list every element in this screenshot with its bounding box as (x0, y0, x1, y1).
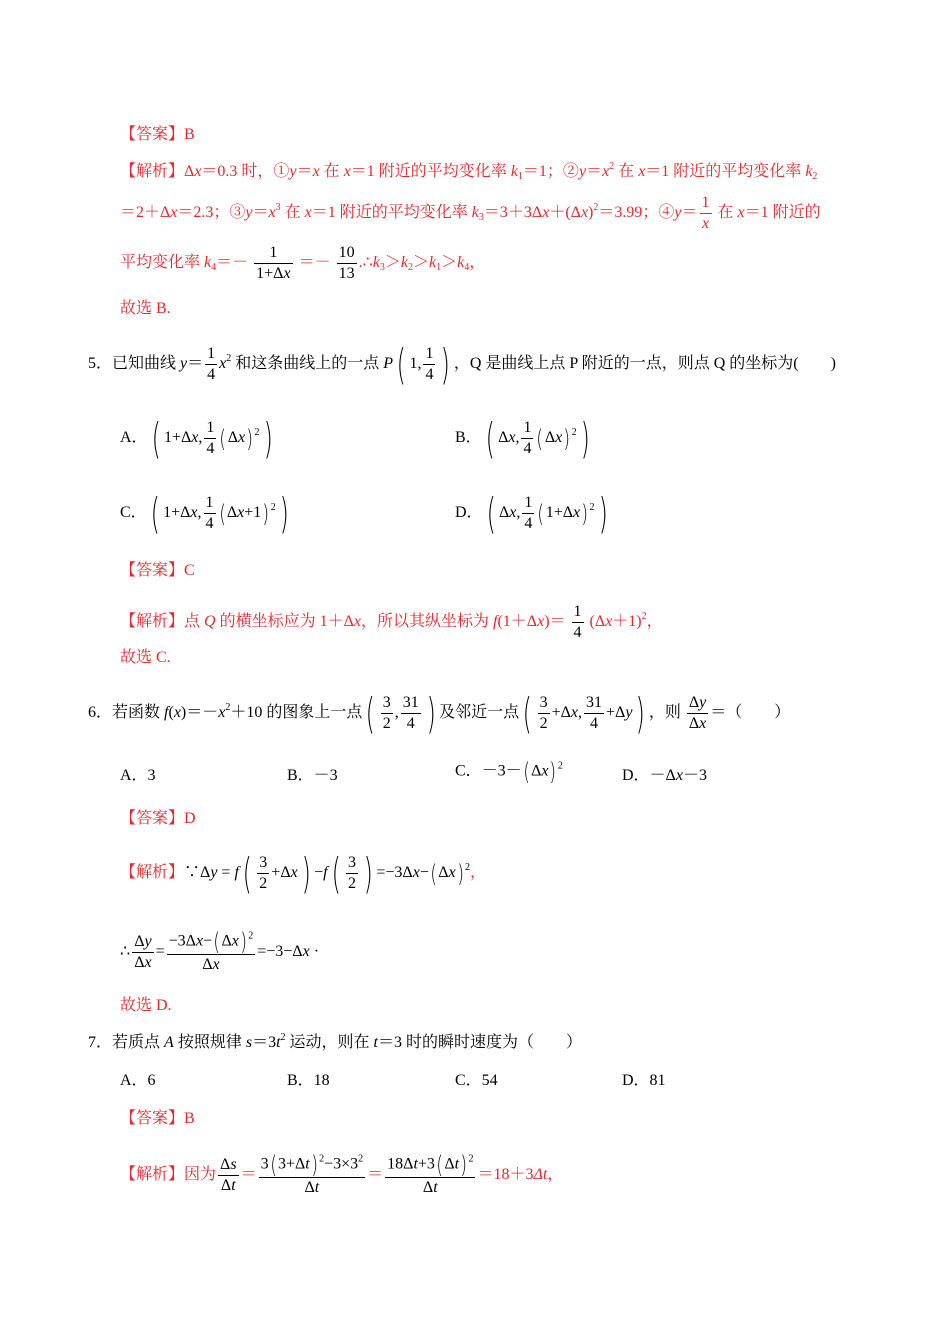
q5-conclusion: 故选 C. (120, 649, 171, 666)
q4-analysis-line2: ＝2＋Δx＝2.3；$③y=x^3$ 在 x＝1 附近的平均变化率 $k_3=3+3\Delta x+(\Delta x)^2=3.99$；④y＝ $\frac{1}{x}$ 在 x＝1 附近的 (120, 194, 821, 232)
q6-option-c[interactable]: C．$-3-(\Delta x)^2$ (455, 758, 563, 786)
q4-conclusion: 故选 B. (120, 300, 171, 317)
q6-conclusion: 故选 D. (120, 997, 172, 1014)
q5-analysis: 【解析】点 Q 的横坐标应为 1＋Δx，所以其纵坐标为 f(1＋Δx)＝ $\frac{1}{4}$ $(\Delta x+1)^2$， (120, 603, 663, 641)
question-number: 7． (88, 1034, 113, 1051)
q7-option-a[interactable]: A．6 (120, 1072, 156, 1089)
q5-option-d[interactable]: D．( Δx, $\frac{1}{4}$ $(1+\Delta x)^2$) (455, 488, 608, 538)
q4-analysis-line3: 平均变化率 $k_4=-$ $\frac{1}{1+\Delta x}$ ＝－ $\frac{10}{13}$ $.\therefore k_3>k_2>k_1>k_4$， (120, 244, 486, 282)
q5-option-c[interactable]: C．( 1+Δx, $\frac{1}{4}$ $(\Delta x+1)^2$) (120, 488, 289, 538)
q7-answer (120, 1108, 195, 1130)
q7-option-c[interactable]: C．54 (455, 1072, 498, 1089)
q6-answer (120, 808, 196, 830)
q5-stem: 5．已知曲线 y＝ $\frac{1}{4}$ $x^2$ 和这条曲线上的一点 P( 1, $\frac{1}{4}$ ) ，Q 是曲线上点 P 附近的一点，则点 Q 的坐标为( ) (88, 339, 836, 389)
q6-stem: 6．若函数 $f(x)=-x^2+10$ 的图象上一点( $\frac{3}{2}$ , $\frac{31}{4}$ ) 及邻近一点( $\frac{3}{2}$ +Δx, $\frac{31}{4}$ +Δy) ，则 $\frac{\Delta y}{\Delta x}$ ＝（ ） (88, 688, 791, 738)
answer-value: D (184, 810, 196, 827)
q7-option-d[interactable]: D．81 (622, 1072, 666, 1089)
q7-stem: 7．若质点 A 按照规律 $s=3t^2$ 运动，则在 t＝3 时的瞬时速度为（ ） (88, 1032, 583, 1051)
answer-label: 【答案】 (120, 810, 185, 827)
q5-option-a[interactable]: A．( 1+Δx, $\frac{1}{4}$ $(\Delta x)^2$) (120, 413, 273, 463)
q6-analysis-line2: ∴ $\frac{\Delta y}{\Delta x}$ = $\frac{-3\Delta x-(\Delta x)^2}{\Delta x}$ =−3−Δx · (120, 928, 320, 973)
analysis-label: 【解析】 (120, 1166, 185, 1184)
q6-option-a[interactable]: A．3 (120, 767, 156, 784)
question-number: 5． (88, 355, 113, 373)
analysis-label: 【解析】 (120, 163, 185, 180)
analysis-label: 【解析】 (120, 613, 185, 631)
q7-option-b[interactable]: B．18 (287, 1072, 330, 1089)
question-number: 6． (88, 704, 113, 722)
answer-label: 【答案】 (120, 1110, 185, 1127)
answer-value: C (184, 562, 195, 579)
answer-value: B (184, 1110, 195, 1127)
q6-option-d[interactable]: D．－Δx－3 (622, 767, 707, 784)
analysis-label: 【解析】 (120, 864, 185, 882)
q4-answer (120, 124, 195, 146)
q6-analysis-line1: 【解析】∵Δy = f( $\frac{3}{2}$ +Δx) −f( $\frac{3}{2}$ ) $=-3\Delta x-(\Delta x)^2$， (120, 848, 487, 898)
q6-option-b[interactable]: B．－3 (287, 767, 338, 784)
answer-label: 【答案】 (120, 126, 185, 143)
q7-analysis: 【解析】因为 $\frac{\Delta s}{\Delta t}$ ＝ $\frac{3(3+\Delta t)^2-3\times 3^2}{\Delta t}$ ＝ $\frac{18\Delta t+3(\Delta t)^2}{\Delta t}$ ＝18＋3Δt， (120, 1151, 564, 1196)
q5-option-b[interactable]: B．( Δx, $\frac{1}{4}$ $(\Delta x)^2$) (455, 413, 590, 463)
answer-label: 【答案】 (120, 562, 185, 579)
q5-answer (120, 560, 195, 582)
q4-analysis-line1: 【解析】Δx＝0.3 时，①y＝x 在 x＝1 附近的平均变化率 $k_1=1$；$②y=x^2$ 在 x＝1 附近的平均变化率 $k_2$ (120, 161, 818, 182)
answer-value: B (184, 126, 195, 143)
